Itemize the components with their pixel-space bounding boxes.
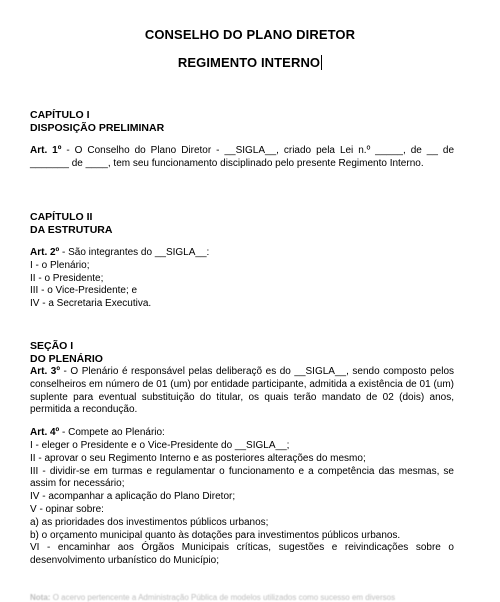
chapter-1-name: DISPOSIÇÃO PRELIMINAR bbox=[30, 122, 165, 134]
chapter-2-name: DA ESTRUTURA bbox=[30, 224, 113, 236]
footnote bbox=[30, 593, 470, 602]
article-1-text: - O Conselho do Plano Diretor - __SIGLA__, criado pela Lei n.º _____, de __ de _______ de ____, tem seu funcionamento disciplinado pelo presente Regimento Interno. bbox=[30, 145, 455, 169]
footnote-text: O acervo pertencente a Administração Pública de modelos utilizados como sucesso em diversos bbox=[52, 593, 396, 602]
article-3 bbox=[30, 366, 454, 417]
list-item: III - o Vice-Presidente; e bbox=[30, 285, 138, 297]
footnote-label: Nota: bbox=[30, 593, 51, 602]
document-subtitle[interactable] bbox=[0, 55, 500, 70]
list-item: b) o orçamento municipal quanto às dotações para investimentos públicos urbanos. bbox=[30, 529, 401, 541]
list-item: IV - acompanhar a aplicação do Plano Diretor; bbox=[30, 491, 236, 503]
article-3-label: Art. 3º bbox=[30, 366, 60, 377]
article-2 bbox=[30, 247, 454, 260]
list-item: a) as prioridades dos investimentos públicos urbanos; bbox=[30, 516, 269, 528]
article-3-text: - O Plenário é responsável pelas deliberaçõ es do __SIGLA__, sendo composto pelos conselheiros em número de 01 (um) por entidade participante, admitida a existência de 01 (um) suplente para eventual substituição do titular, os quais terão mandato de 02 (dois) anos, permitida a recondução. bbox=[30, 366, 455, 416]
list-item: II - o Presidente; bbox=[30, 272, 104, 284]
article-4-text: - Compete ao Plenário: bbox=[59, 427, 165, 439]
list-item: IV - a Secretaria Executiva. bbox=[30, 298, 152, 310]
section-1 bbox=[30, 340, 454, 568]
list-item: I - eleger o Presidente e o Vice-Presidente do __SIGLA__; bbox=[30, 439, 290, 451]
article-1-label: Art. 1º bbox=[30, 145, 62, 156]
article-1 bbox=[30, 145, 454, 171]
list-item: I - o Plenário; bbox=[30, 259, 90, 271]
chapter-2-label: CAPÍTULO II bbox=[30, 211, 93, 223]
list-item: III - dividir-se em turmas e regulamentar o funcionamento e a competência das mesmas, se assim for necessário; bbox=[30, 465, 454, 490]
list-item: V - opinar sobre: bbox=[30, 503, 104, 515]
chapter-2 bbox=[30, 211, 454, 311]
list-item: VI - encaminhar aos Órgãos Municipais críticas, sugestões e reivindicações sobre o desenvolvimento urbanístico do Município; bbox=[30, 542, 454, 567]
text-cursor bbox=[321, 55, 322, 70]
chapter-1-label: CAPÍTULO I bbox=[30, 109, 90, 121]
document-subtitle-text: REGIMENTO INTERNO bbox=[177, 55, 321, 70]
article-2-label: Art. 2º bbox=[30, 247, 60, 258]
list-item: II - aprovar o seu Regimento Interno e as posteriores alterações do mesmo; bbox=[30, 452, 366, 464]
document-title: CONSELHO DO PLANO DIRETOR bbox=[144, 27, 356, 42]
section-1-name: DO PLENÁRIO bbox=[30, 353, 103, 365]
article-4 bbox=[30, 427, 454, 440]
article-4-label: Art. 4º bbox=[30, 427, 60, 439]
section-1-label: SEÇÃO I bbox=[30, 340, 74, 352]
chapter-1 bbox=[30, 109, 454, 171]
article-2-text: - São integrantes do __SIGLA__: bbox=[59, 247, 210, 258]
